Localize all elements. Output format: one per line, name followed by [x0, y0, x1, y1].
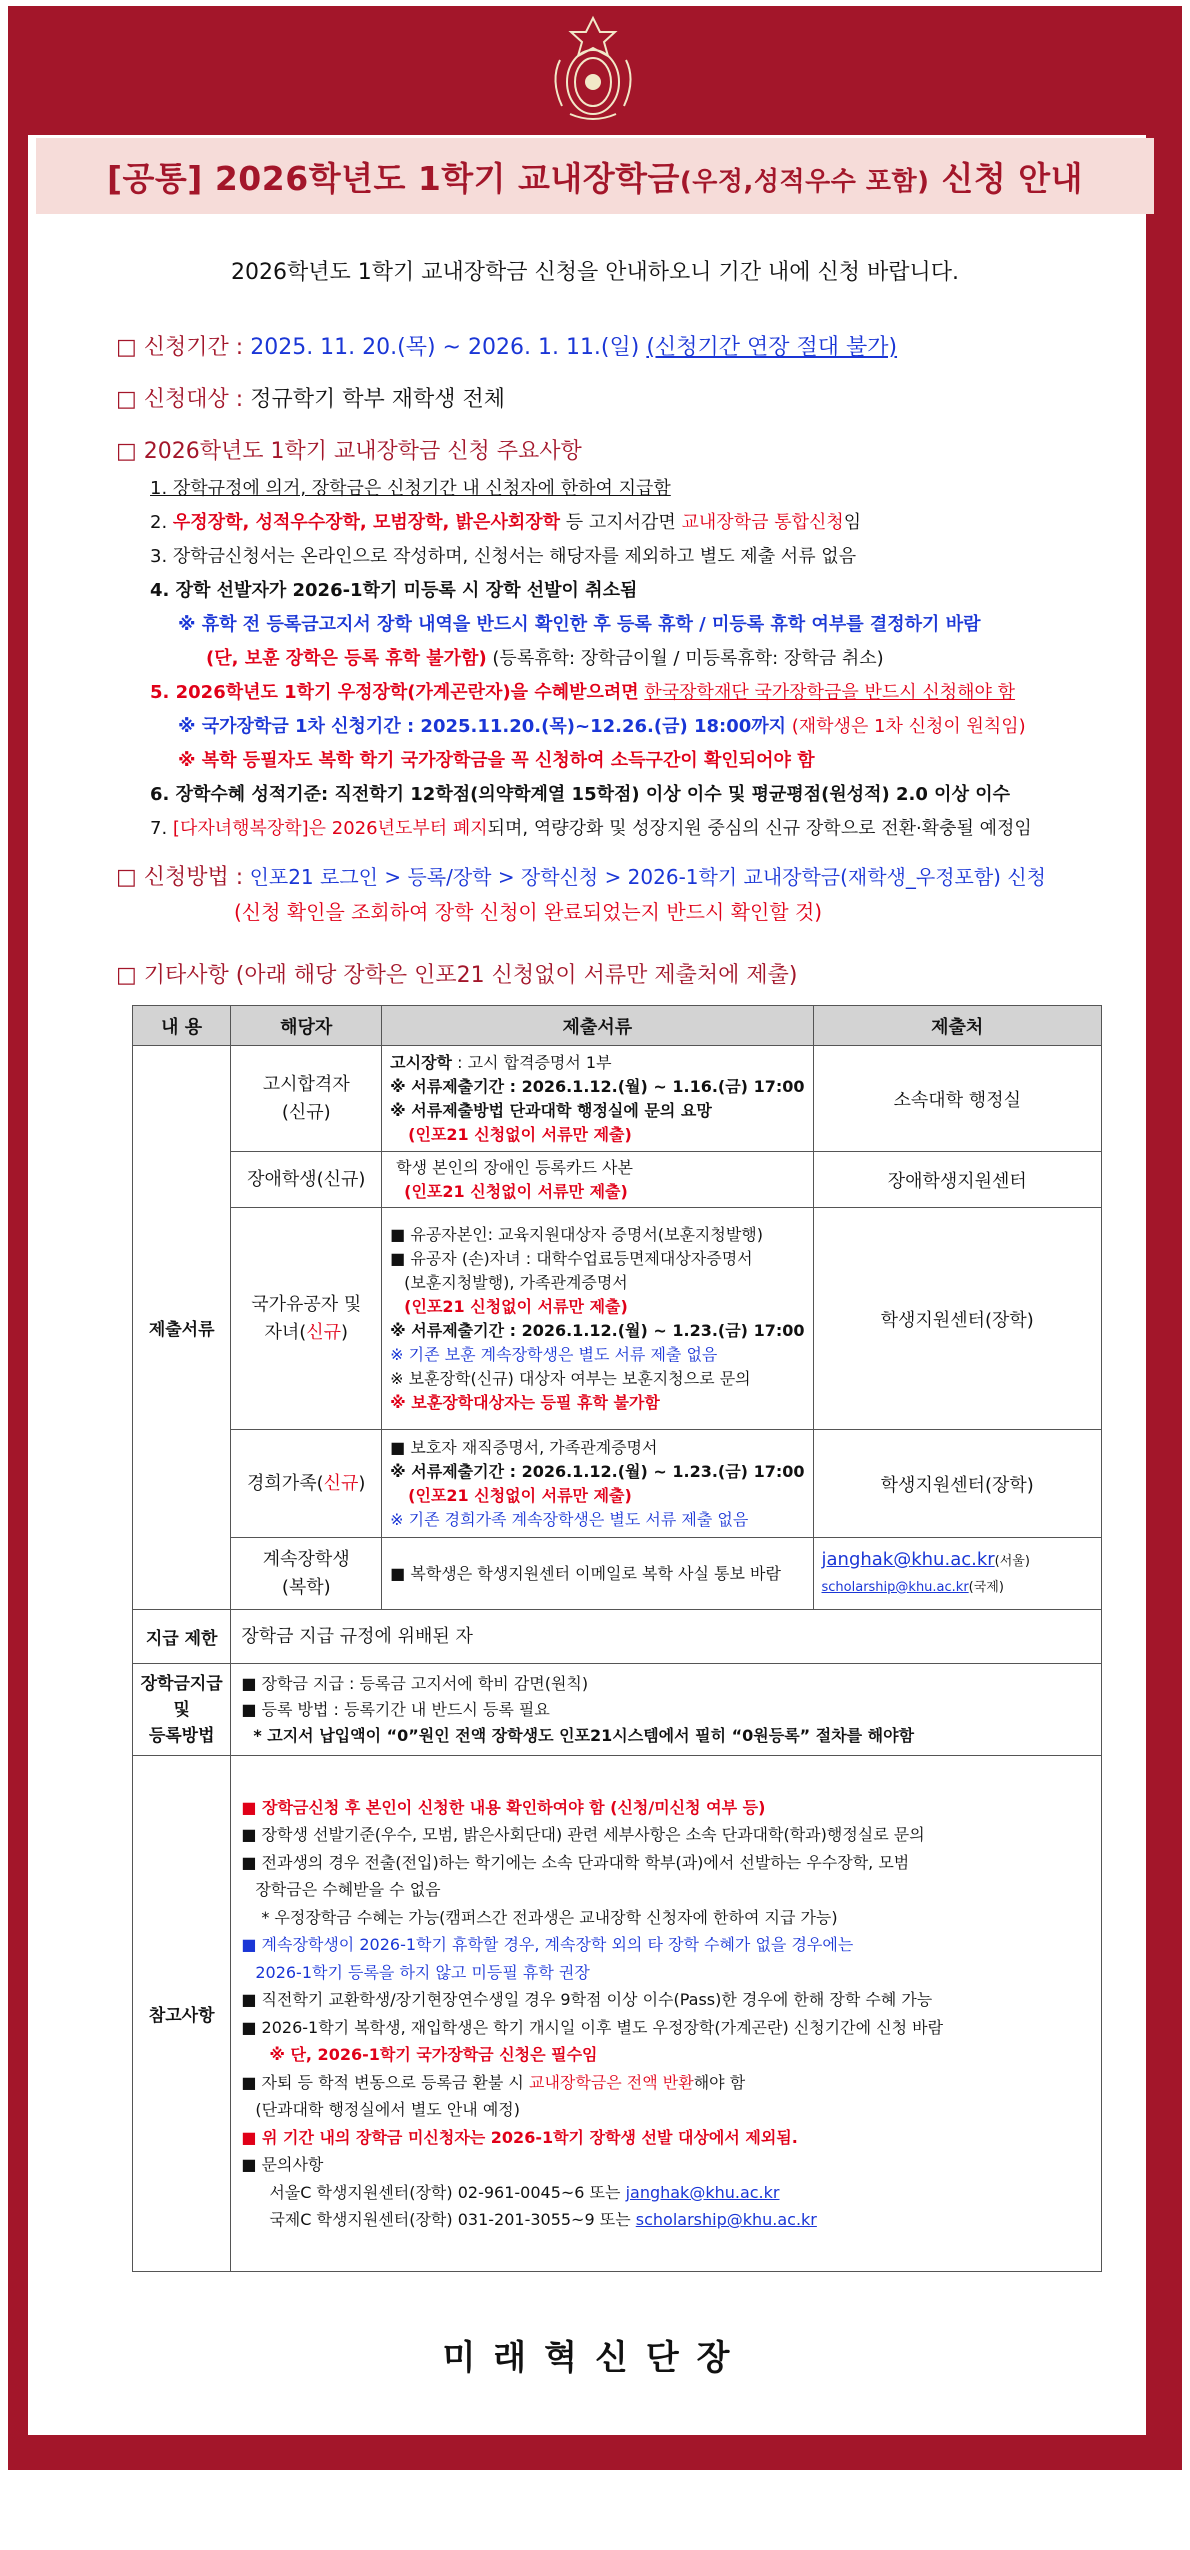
email-link-global-contact[interactable]: scholarship@khu.ac.kr [635, 2210, 817, 2229]
email-link-seoul[interactable]: janghak@khu.ac.kr [821, 1548, 995, 1570]
target-section: □ 신청대상 : 정규학기 학부 재학생 전체 [116, 387, 505, 412]
university-emblem-icon [540, 10, 646, 126]
scholarship-table [132, 1005, 1102, 2272]
etc-heading: □ 기타사항 (아래 해당 장학은 인포21 신청없이 서류만 제출처에 제출) [116, 963, 798, 988]
intro-text: 2026학년도 1학기 교내장학금 신청을 안내하오니 기간 내에 신청 바랍니다. [231, 260, 959, 285]
table-row: 장애학생(신규) 학생 본인의 장애인 등록카드 사본 (인포21 신청없이 서류만 제출) 장애학생지원센터 [133, 1152, 1102, 1208]
list-item: 7. [다자녀행복장학]은 2026년도부터 폐지되며, 역량강화 및 성장지원 중심의 신규 장학으로 전환·확충될 예정임 [150, 818, 1032, 839]
list-item: 4. 장학 선발자가 2026-1학기 미등록 시 장학 선발이 취소됨 [150, 580, 638, 601]
list-item: 2. 우정장학, 성적우수장학, 모범장학, 밝은사회장학 등 고지서감면 교내장학금 통합신청임 [150, 512, 862, 533]
list-item: (단, 보훈 장학은 등록 휴학 불가함) (등록휴학: 장학금이월 / 미등록휴학: 장학금 취소) [206, 648, 884, 669]
main-heading: □ 2026학년도 1학기 교내장학금 신청 주요사항 [116, 439, 582, 464]
title-banner [36, 138, 1154, 214]
list-item: ※ 휴학 전 등록금고지서 장학 내역을 반드시 확인한 후 등록 휴학 / 미등록 휴학 여부를 결정하기 바람 [178, 614, 981, 635]
list-item: ※ 국가장학금 1차 신청기간 : 2025.11.20.(목)~12.26.(금) 18:00까지 (재학생은 1차 신청이 원칙임) [178, 716, 1026, 737]
list-item: 1. 장학규정에 의거, 장학금은 신청기간 내 신청자에 한하여 지급함 [150, 478, 671, 499]
list-item: 6. 장학수혜 성적기준: 직전학기 12학점(의약학계열 15학점) 이상 이수 및 평균평점(원성적) 2.0 이상 이수 [150, 784, 1011, 805]
list-item: ※ 복학 등필자도 복학 학기 국가장학금을 꼭 신청하여 소득구간이 확인되어야 함 [178, 750, 815, 771]
table-row: 경희가족(신규) ■ 보호자 재직증명서, 가족관계증명서 ※ 서류제출기간 : 2026.1.12.(월) ~ 1.23.(금) 17:00 (인포21 신청없이 서류만 제출) ※ 기존 경희가족 계속장학생은 별도 서류 제출 없음 학생지원센터(장학) [133, 1430, 1102, 1538]
table-header-row: 내 용 해당자 제출서류 제출처 [133, 1006, 1102, 1046]
table-row: 참고사항 ■ 장학금신청 후 본인이 신청한 내용 확인하여야 함 (신청/미신청 여부 등) ■ 장학생 선발기준(우수, 모범, 밝은사회단대) 관련 세부사항은 소속 단과대학(학과)행정실로 문의 ■ 전과생의 경우 전출(전입)하는 학기에는 소속 단과대학 학부(과)에서 선발하는 우수장학, 모범 장학금은 수혜받을 수 없음 * 우정장학금 수혜는 가능(캠퍼스간 전과생은 교내장학 신청자에 한하여 지급 가능) ■ 계속장학생이 2026-1학기 휴학할 경우, 계속장학 외의 타 장학 수혜가 없을 경우에는 2026-1학기 등록을 하지 않고 미등필 휴학 권장 ■ 직전학기 교환학생/장기현장연수생일 경우 9학점 이상 이수(Pass)한 경우에 한해 장학 수혜 가능 ■ 2026-1학기 복학생, 재입학생은 학기 개시일 이후 별도 우정장학(가계곤란) 신청기간에 신청 바람 ※ 단, 2026-1학기 국가장학금 신청은 필수임 ■ 자퇴 등 학적 변동으로 등록금 환불 시 교내장학금은 전액 반환해야 함 (단과대학 행정실에서 별도 안내 예정) ■ 위 기간 내의 장학금 미신청자는 2026-1학기 장학생 선발 대상에서 제외됨. ■ 문의사항 서울C 학생지원센터(장학) 02-961-0045~6 또는 janghak@khu.ac.kr 국제C 학생지원센터(장학) 031-201-3055~9 또는 scholarship@khu.ac.kr [133, 1756, 1102, 2272]
table-row: 장학금지급 및 등록방법 ■ 장학금 지급 : 등록금 고지서에 학비 감면(원칙) ■ 등록 방법 : 등록기간 내 반드시 등록 필요 * 고지서 납입액이 “0”원인 전액 장학생도 인포21시스템에서 필히 “0원등록” 절차를 해야함 [133, 1664, 1102, 1756]
table-row: 계속장학생 (복학) ■ 복학생은 학생지원센터 이메일로 복학 사실 통보 바람 janghak@khu.ac.kr(서울) scholarship@khu.ac.kr(국제) [133, 1538, 1102, 1610]
email-link-seoul-contact[interactable]: janghak@khu.ac.kr [625, 2182, 780, 2202]
main-items-list [150, 472, 1110, 846]
period-section: □ 신청기간 : 2025. 11. 20.(목) ~ 2026. 1. 11.(일) (신청기간 연장 절대 불가) [116, 335, 898, 360]
list-item: 3. 장학금신청서는 온라인으로 작성하며, 신청서는 해당자를 제외하고 별도 제출 서류 없음 [150, 546, 857, 567]
email-link-global[interactable]: scholarship@khu.ac.kr [821, 1579, 969, 1595]
table-row: 국가유공자 및 자녀(신규) ■ 유공자본인: 교육지원대상자 증명서(보훈지청발행) ■ 유공자 (손)자녀 : 대학수업료등면제대상자증명서 (보훈지청발행), 가족관계증명서 (인포21 신청없이 서류만 제출) ※ 서류제출기간 : 2026.1.12.(월) ~ 1.23.(금) 17:00 ※ 기존 보훈 계속장학생은 별도 서류 제출 없음 ※ 보훈장학(신규) 대상자 여부는 보훈지청으로 문의 ※ 보훈장학대상자는 등필 휴학 불가함 학생지원센터(장학) [133, 1208, 1102, 1430]
page-title: [공통] 2026학년도 1학기 교내장학금(우정,성적우수 포함) 신청 안내 [106, 158, 1084, 198]
list-item: 5. 2026학년도 1학기 우정장학(가계곤란자)을 수혜받으려면 한국장학재단 국가장학금을 반드시 신청해야 함 [150, 682, 1016, 703]
signature: 미래혁신단장 [442, 2338, 748, 2378]
method-section: □ 신청방법 : 인포21 로그인 > 등록/장학 > 장학신청 > 2026-1학기 교내장학금(재학생_우정포함) 신청 (신청 확인을 조회하여 장학 신청이 완료되었는지 반드시 확인할 것) [116, 865, 1046, 924]
table-row: 지급 제한 장학금 지급 규정에 위배된 자 [133, 1610, 1102, 1664]
table-row: 제출서류 고시합격자 (신규) 고시장학 : 고시 합격증명서 1부 ※ 서류제출기간 : 2026.1.12.(월) ~ 1.16.(금) 17:00 ※ 서류제출방법 단과대학 행정실에 문의 요망 (인포21 신청없이 서류만 제출) 소속대학 행정실 [133, 1046, 1102, 1152]
category-cell: 제출서류 [133, 1046, 231, 1610]
